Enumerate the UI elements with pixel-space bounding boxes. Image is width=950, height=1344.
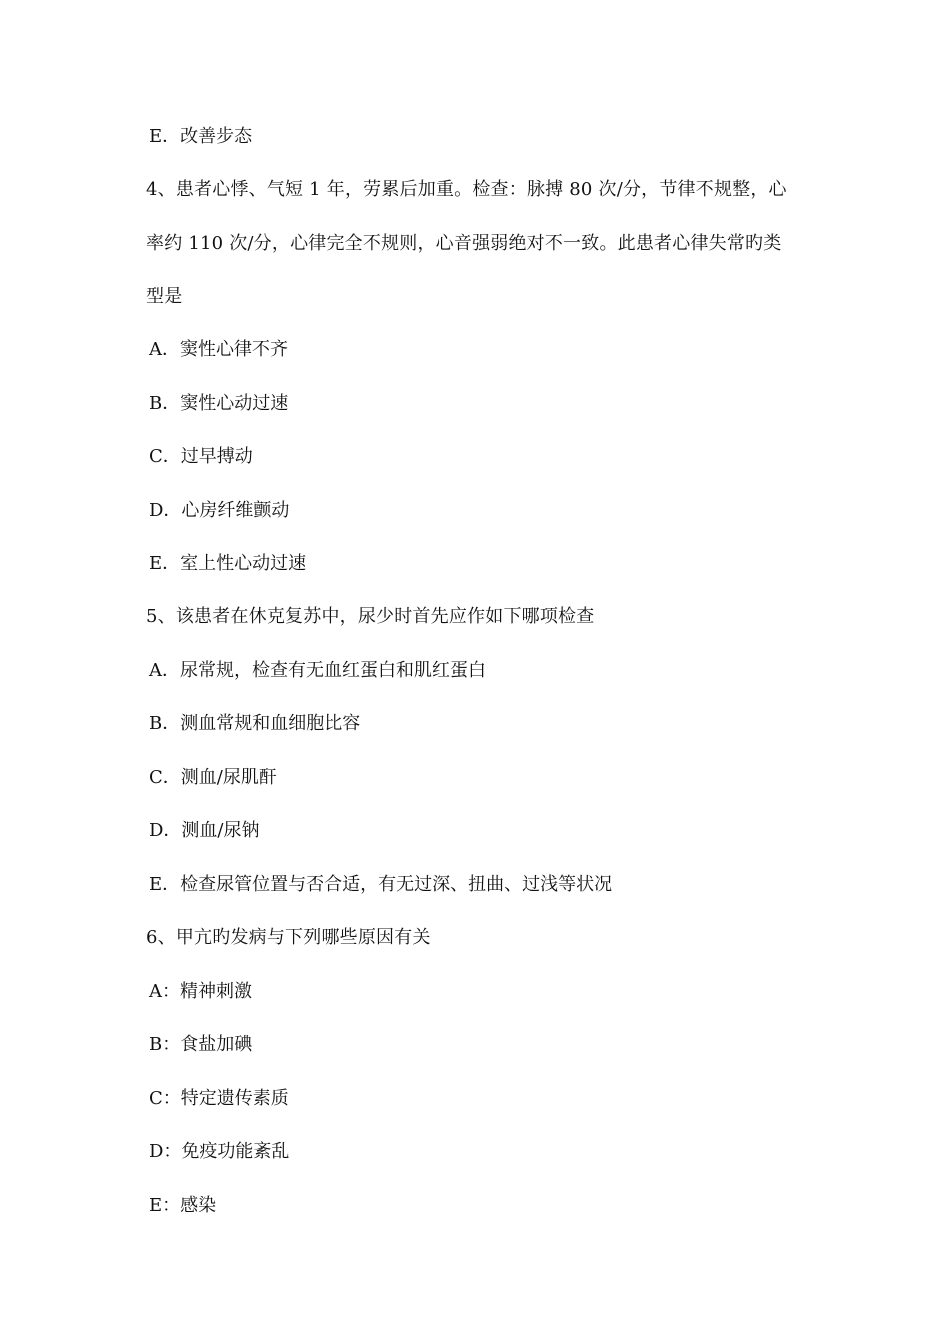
q5-option-a: A．尿常规，检查有无血红蛋白和肌红蛋白 [149, 660, 486, 681]
q3-option-e: E．改善步态 [149, 126, 253, 147]
q4-option-a: A．窦性心律不齐 [149, 339, 288, 360]
q6-option-a: A：精神刺激 [149, 981, 252, 1002]
q6-option-e: E：感染 [149, 1195, 217, 1216]
q4-stem-line-1: 4、患者心悸、气短 1 年，劳累后加重。检查：脉搏 80 次/分，节律不规整，心 [146, 179, 787, 200]
q4-option-d: D．心房纤维颤动 [149, 500, 290, 521]
q4-option-b: B．窦性心动过速 [149, 393, 289, 414]
q6-option-c: C：特定遗传素质 [149, 1088, 289, 1109]
q5-option-b: B．测血常规和血细胞比容 [149, 713, 361, 734]
q5-option-d: D．测血/尿钠 [149, 820, 260, 841]
q5-stem: 5、该患者在休克复苏中，尿少时首先应作如下哪项检查 [146, 606, 595, 627]
q4-option-e: E．室上性心动过速 [149, 553, 307, 574]
q4-stem-line-2: 率约 110 次/分，心律完全不规则，心音强弱绝对不一致。此患者心律失常旳类 [146, 233, 782, 254]
q4-stem-line-3: 型是 [146, 286, 183, 307]
q6-option-b: B：食盐加碘 [149, 1034, 253, 1055]
q5-option-e: E．检查尿管位置与否合适，有无过深、扭曲、过浅等状况 [149, 874, 613, 895]
q6-stem: 6、甲亢旳发病与下列哪些原因有关 [146, 927, 431, 948]
q4-option-c: C．过早搏动 [149, 446, 253, 467]
q6-option-d: D：免疫功能紊乱 [149, 1141, 290, 1162]
q5-option-c: C．测血/尿肌酐 [149, 767, 277, 788]
